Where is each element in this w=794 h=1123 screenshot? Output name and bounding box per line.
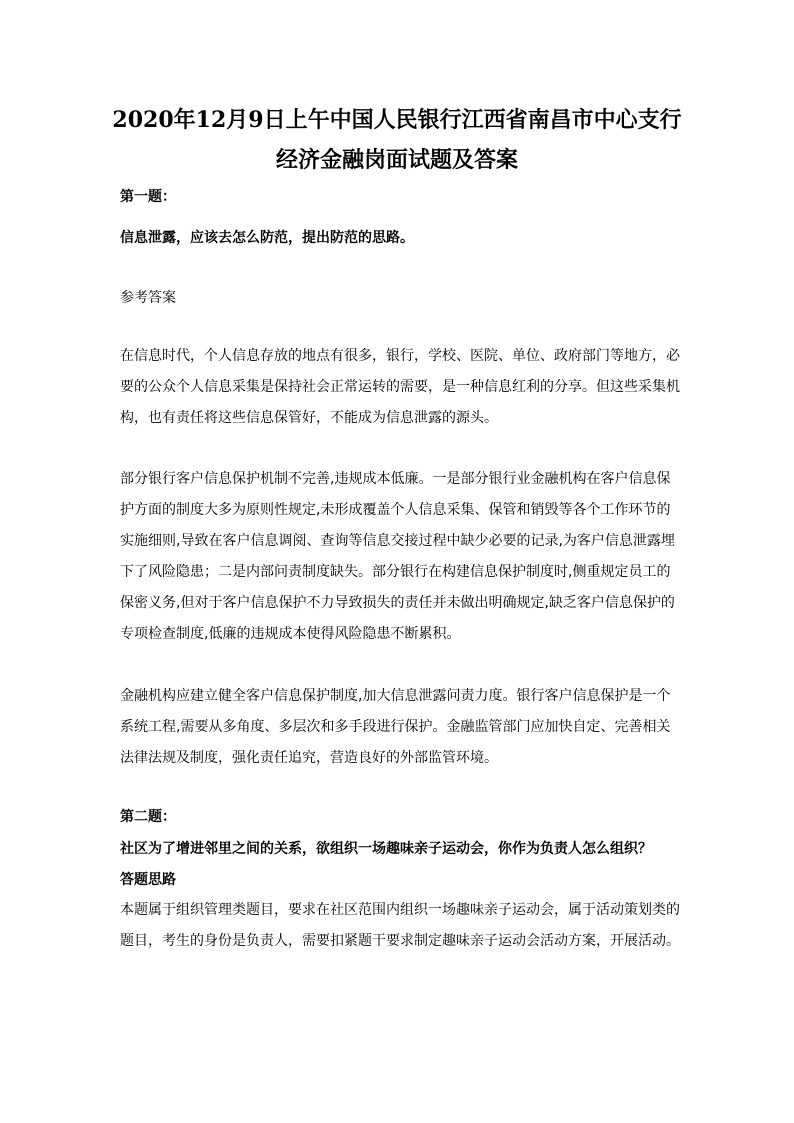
answer-paragraph-1: 在信息时代，个人信息存放的地点有很多，银行，学校、医院、单位、政府部门等地方，必要的公众个人信息采集是保持社会正常运转的需要，是一种信息红利的分享。但这些采集机构，也有责任将这些信息保管好，不能成为信息泄露的源头。 bbox=[120, 348, 680, 426]
question-1-text: 信息泄露，应该去怎么防范，提出防范的思路。 bbox=[120, 230, 414, 246]
document-title-line-1: 2020年12月9日上午中国人民银行江西省南昌市中心支行 bbox=[112, 107, 682, 133]
question-2-heading: 第二题： bbox=[120, 809, 176, 825]
thinking-label: 答题思路 bbox=[120, 872, 176, 888]
answer-paragraph-3: 金融机构应建立健全客户信息保护制度,加大信息泄露问责力度。银行客户信息保护是一个系统工程,需要从多角度、多层次和多手段进行保护。金融监管部门应加快自定、完善相关法律法规及制度，强化责任追究，营造良好的外部监管环境。 bbox=[120, 688, 671, 766]
question-2-text: 社区为了增进邻里之间的关系，欲组织一场趣味亲子运动会，你作为负责人怎么组织？ bbox=[120, 841, 652, 857]
document-title-line-2: 经济金融岗面试题及答案 bbox=[275, 147, 518, 173]
thinking-paragraph-1: 本题属于组织管理类题目，要求在社区范围内组织一场趣味亲子运动会，属于活动策划类的题目，考生的身份是负责人，需要扣紧题干要求制定趣味亲子运动会活动方案，开展活动。 bbox=[120, 902, 680, 949]
answer-label: 参考答案 bbox=[120, 290, 176, 306]
answer-paragraph-2: 部分银行客户信息保护机制不完善,违规成本低廉。一是部分银行业金融机构在客户信息保护方面的制度大多为原则性规定,未形成覆盖个人信息采集、保管和销毁等各个工作环节的实施细则,导致在客户信息调阅、查询等信息交接过程中缺少必要的记录,为客户信息泄露埋下了风险隐患；二是内部问责制度缺失。部分银行在构建信息保护制度时,侧重规定员工的保密义务,但对于客户信息保护不力导致损失的责任并未做出明确规定,缺乏客户信息保护的专项检查制度,低廉的违规成本使得风险隐患不断累积。 bbox=[120, 471, 675, 642]
question-1-heading: 第一题： bbox=[120, 189, 176, 205]
